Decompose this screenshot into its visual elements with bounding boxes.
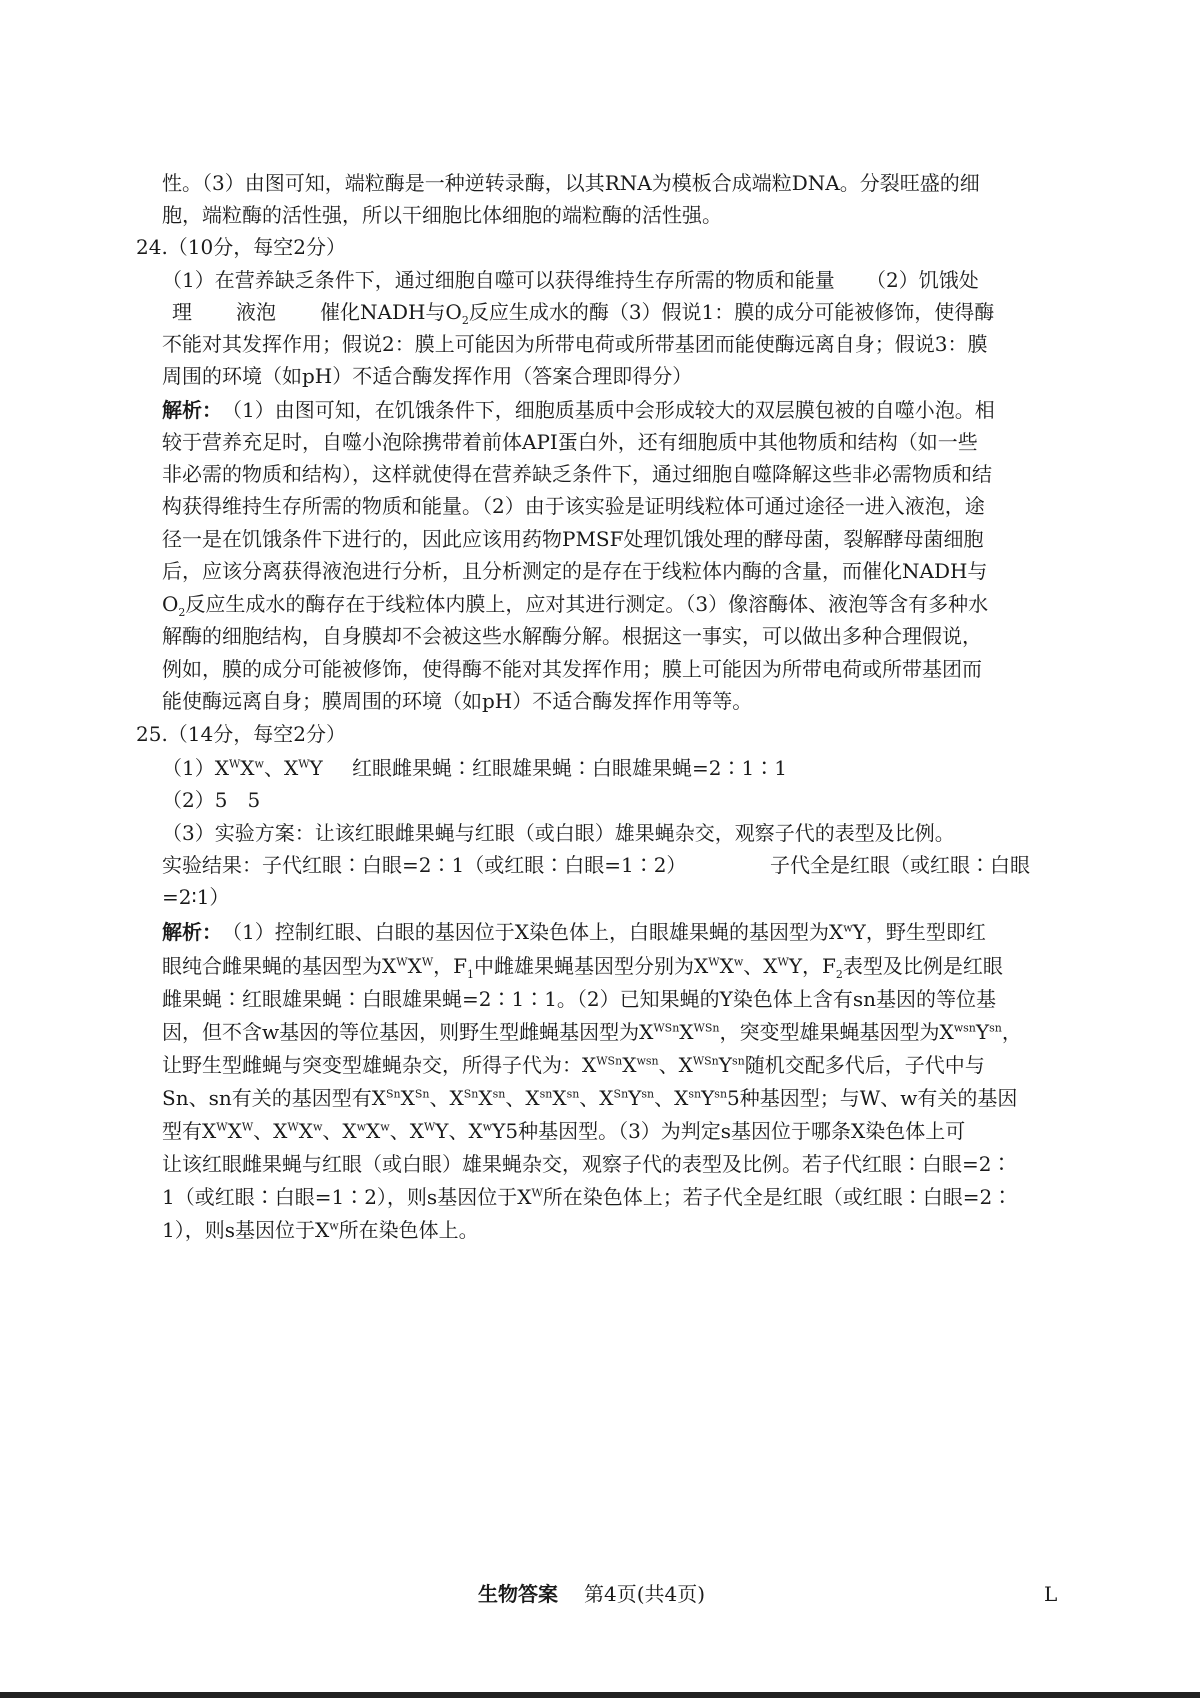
q25-analysis-line-3: 雌果蝇∶红眼雄果蝇∶白眼雄果蝇=2∶1∶1。（2）已知果蝇的Y染色体上含有sn基因的等位基 — [162, 987, 997, 1011]
q24-answer-line-1: （1）在营养缺乏条件下，通过细胞自噬可以获得维持生存所需的物质和能量 （2）饥饿处 — [162, 268, 979, 292]
q25-analysis-line-6: Sn、sn有关的基因型有$X^{Sn}X^{Sn}$、$X^{Sn}X^{sn}$、$X^{sn}X^{sn}$、$X^{Sn}Y^{sn}$、$X^{sn}Y^{sn}5$种基因型；与W、w有关的基因 — [162, 1086, 1018, 1110]
scan-edge-bar — [0, 1692, 1200, 1698]
q24-analysis-line-4: 构获得维持生存所需的物质和能量。（2）由于该实验是证明线粒体可通过途径一进入液泡，途 — [162, 494, 985, 518]
q25-analysis-line-2: 眼纯合雌果蝇的基因型为$X^WX^W$，$F_1$中雌雄果蝇基因型分别为$X^WX^w$、$X^WY$，$F_2$表型及比例是红眼 — [162, 954, 1003, 981]
q24-analysis-line-5: 径一是在饥饿条件下进行的，因此应该用药物PMSF处理饥饿处理的酵母菌，裂解酵母菌细胞 — [162, 527, 984, 551]
q24-analysis-line-10: 能使酶远离自身；膜周围的环境（如pH）不适合酶发挥作用等等。 — [162, 689, 753, 713]
q24-analysis-line-1: 解析： （1）由图可知，在饥饿条件下，细胞质基质中会形成较大的双层膜包被的自噬小泡。相 — [162, 398, 995, 422]
q25-analysis-line-10: 1），则s基因位于$X^w$所在染色体上。 — [162, 1218, 479, 1242]
q25-heading: 25.（14分，每空2分） — [136, 722, 346, 746]
q24-analysis-line-9: 例如，膜的成分可能被修饰，使得酶不能对其发挥作用；膜上可能因为所带电荷或所带基团而 — [162, 657, 982, 681]
q25-analysis-line-8: 让该红眼雌果蝇与红眼（或白眼）雄果蝇杂交，观察子代的表型及比例。若子代红眼∶白眼=2∶ — [162, 1152, 1012, 1176]
q24-answer-line-4: 周围的环境（如pH）不适合酶发挥作用（答案合理即得分） — [162, 364, 693, 388]
q25-answer-line-2: （2）5 5 — [162, 788, 261, 812]
q24-analysis-line-2: 较于营养充足时，自噬小泡除携带着前体API蛋白外，还有细胞质中其他物质和结构（如一些 — [162, 430, 978, 454]
q25-analysis-line-7: 型有$X^WX^W$、$X^WX^w$、$X^wX^w$、$X^WY$、$X^wY5$种基因型。（3）为判定s基因位于哪条X染色体上可 — [162, 1119, 966, 1143]
q24-heading: 24.（10分，每空2分） — [136, 235, 346, 259]
q25-analysis-line-9: 1（或红眼∶白眼=1∶2），则s基因位于$X^W$所在染色体上；若子代全是红眼（或红眼∶白眼=2∶ — [162, 1185, 1013, 1209]
footer-subject: 生物答案 — [478, 1582, 558, 1606]
q25-analysis-line-5: 让野生型雌蝇与突变型雄蝇杂交，所得子代为：$X^{WSn}X^{wsn}$、$X^{WSn}Y^{sn}$随机交配多代后，子代中与 — [162, 1053, 985, 1077]
q24-analysis-line-3: 非必需的物质和结构），这样就使得在营养缺乏条件下，通过细胞自噬降解这些非必需物质和结 — [162, 462, 992, 486]
footer-page-number: 第4页(共4页) — [584, 1582, 706, 1606]
q24-answer-line-2: 理 液泡 催化NADH与$O_2$反应生成水的酶（3）假说1：膜的成分可能被修饰，使得酶 — [172, 300, 995, 327]
q25-analysis-line-4: 因，但不含w基因的等位基因，则野生型雌蝇基因型为$X^{WSn}X^{WSn}$，突变型雄果蝇基因型为$X^{wsn}Y^{sn}$， — [162, 1020, 1022, 1044]
q24-answer-line-3: 不能对其发挥作用；假说2：膜上可能因为所带电荷或所带基团而能使酶远离自身；假说3：膜 — [162, 332, 988, 356]
q25-answer-line-1: $(1)X^WX^w$、$X^WY$ 红眼雌果蝇∶红眼雄果蝇∶白眼雄果蝇=2∶1∶1 — [162, 756, 787, 780]
footer-mark: L — [1044, 1582, 1058, 1606]
q23-text-line-1: 性。（3）由图可知，端粒酶是一种逆转录酶，以其RNA为模板合成端粒DNA。分裂旺盛的细 — [162, 171, 980, 195]
q25-analysis-line-1: 解析： （1）控制红眼、白眼的基因位于X染色体上，白眼雄果蝇的基因型为$X^wY$，野生型即红 — [162, 920, 986, 944]
q25-answer-line-5: =2∶1） — [162, 885, 230, 909]
q25-answer-line-3: （3）实验方案：让该红眼雌果蝇与红眼（或白眼）雄果蝇杂交，观察子代的表型及比例。 — [162, 821, 955, 845]
q24-analysis-line-8: 解酶的细胞结构，自身膜却不会被这些水解酶分解。根据这一事实，可以做出多种合理假说， — [162, 624, 982, 648]
q25-answer-line-4: 实验结果：子代红眼∶白眼=2∶1（或红眼∶白眼=1∶2） 子代全是红眼（或红眼∶白眼 — [162, 853, 1030, 877]
q24-analysis-line-7: $O_2$反应生成水的酶存在于线粒体内膜上，应对其进行测定。（3）像溶酶体、液泡等含有多种水 — [162, 592, 989, 619]
q23-text-line-2: 胞，端粒酶的活性强，所以干细胞比体细胞的端粒酶的活性强。 — [162, 203, 722, 227]
q24-analysis-line-6: 后，应该分离获得液泡进行分析，且分析测定的是存在于线粒体内酶的含量，而催化NADH与 — [162, 559, 988, 583]
